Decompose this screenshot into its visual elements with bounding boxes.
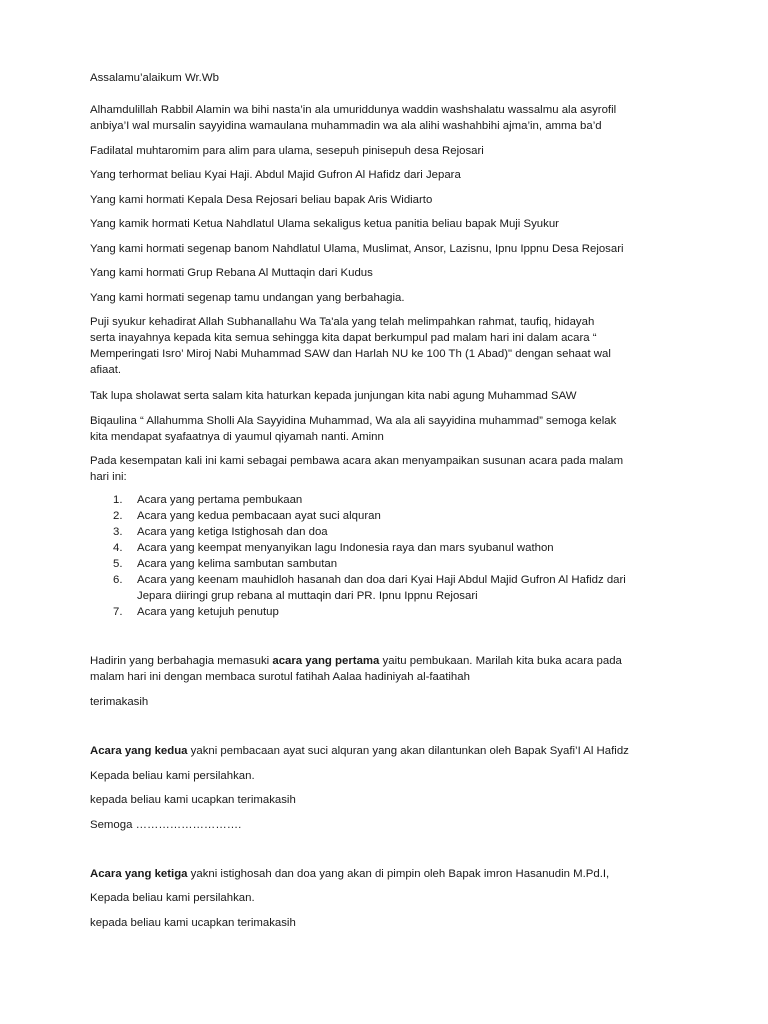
kedua-line [90,743,690,759]
hadirin-bold: acara yang pertama [272,655,380,667]
list-item [113,572,626,604]
hadirin-pre: Hadirin yang berbahagia memasuki [90,655,273,667]
ketiga-bold: Acara yang ketiga [90,868,188,880]
kedua-rest: yakni pembacaan ayat suci alquran yang akan dilantunkan oleh Bapak Syafi’I Al Hafidz [187,745,629,757]
list-item [113,524,626,540]
kedua-bold: Acara yang kedua [90,745,188,757]
list-text: Acara yang kelima sambutan sambutan [137,558,338,570]
kesempatan-line-2: hari ini: [90,471,127,483]
list-number: 6. [113,574,123,586]
address-5: Yang kami hormati segenap banom Nahdlatul Ulama, Muslimat, Ansor, Lazisnu, Ipnu Ippnu Desa Rejosari [90,243,624,255]
list-number: 2. [113,510,123,522]
list-text: Acara yang ketujuh penutup [137,606,279,618]
opening-line-2: anbiya’I wal mursalin sayyidina wamaulana muhammadin wa ala alihi washahbihi ajma’in, amma ba’d [90,120,602,132]
address-6: Yang kami hormati Grup Rebana Al Muttaqin dari Kudus [90,267,373,279]
address-3: Yang kami hormati Kepala Desa Rejosari beliau bapak Aris Widiarto [90,194,433,206]
list-number: 4. [113,542,123,554]
hadirin-line-1 [90,653,690,669]
list-text: Acara yang keempat menyanyikan lagu Indonesia raya dan mars syubanul wathon [137,542,554,554]
hadirin-line-2: malam hari ini dengan membaca surotul fatihah Aalaa hadiniyah al-faatihah [90,671,470,683]
kedua-persilahkan: Kepada beliau kami persilahkan. [90,770,255,782]
address-1: Fadilatal muhtaromim para alim para ulama, sesepuh pinisepuh desa Rejosari [90,145,484,157]
ketiga-persilahkan: Kepada beliau kami persilahkan. [90,892,255,904]
greeting: Assalamu’alaikum Wr.Wb [90,72,219,84]
list-item [113,540,626,556]
address-4: Yang kamik hormati Ketua Nahdlatul Ulama sekaligus ketua panitia beliau bapak Muji Syukur [90,218,559,230]
puji-line-1: Puji syukur kehadirat Allah Subhanallahu Wa Ta'ala yang telah melimpahkan rahmat, taufiq, hidayah [90,316,595,328]
hadirin-post: yaitu pembukaan. Marilah kita buka acara pada [379,655,622,667]
biqaulina-line-2: kita mendapat syafaatnya di yaumul qiyamah nanti. Aminn [90,431,384,443]
ketiga-line [90,866,690,882]
list-number: 1. [113,494,123,506]
puji-line-3: Memperingati Isro’ Miroj Nabi Muhammad SAW dan Harlah NU ke 100 Th (1 Abad)" dengan sehaat wal [90,348,611,360]
list-number: 3. [113,526,123,538]
puji-line-4: afiaat. [90,364,122,376]
puji-line-2: serta inayahnya kepada kita semua sehingga kita dapat berkumpul pad malam hari ini dalam acara “ [90,332,597,344]
terimakasih: terimakasih [90,696,149,708]
ketiga-ucapkan: kepada beliau kami ucapkan terimakasih [90,917,296,929]
list-text-continued: Jepara diiringi grup rebana al muttaqin dari PR. Ipnu Ippnu Rejosari [137,590,478,602]
address-2: Yang terhormat beliau Kyai Haji. Abdul Majid Gufron Al Hafidz dari Jepara [90,169,461,181]
address-7: Yang kami hormati segenap tamu undangan yang berbahagia. [90,292,405,304]
biqaulina-line-1: Biqaulina “ Allahumma Sholli Ala Sayyidina Muhammad, Wa ala ali sayyidina muhammad” semoga kelak [90,415,617,427]
kedua-ucapkan: kepada beliau kami ucapkan terimakasih [90,794,296,806]
opening-line-1: Alhamdulillah Rabbil Alamin wa bihi nasta’in ala umuriddunya waddin washshalatu wassalmu ala asyrofil [90,104,617,116]
list-item [113,508,626,524]
ketiga-rest: yakni istighosah dan doa yang akan di pimpin oleh Bapak imron Hasanudin M.Pd.I, [187,868,610,880]
sholawat: Tak lupa sholawat serta salam kita haturkan kepada junjungan kita nabi agung Muhammad SAW [90,390,577,402]
semoga: Semoga ………………………. [90,819,242,831]
list-text: Acara yang keenam mauhidloh hasanah dan doa dari Kyai Haji Abdul Majid Gufron Al Hafidz dari [137,574,626,586]
list-text: Acara yang kedua pembacaan ayat suci alquran [137,510,381,522]
agenda-list [113,492,626,620]
list-item [113,492,626,508]
list-number: 7. [113,606,123,618]
kesempatan-line-1: Pada kesempatan kali ini kami sebagai pembawa acara akan menyampaikan susunan acara pada malam [90,455,624,467]
list-item [113,604,626,620]
list-item [113,556,626,572]
list-text: Acara yang pertama pembukaan [137,494,303,506]
list-number: 5. [113,558,123,570]
list-text: Acara yang ketiga Istighosah dan doa [137,526,328,538]
